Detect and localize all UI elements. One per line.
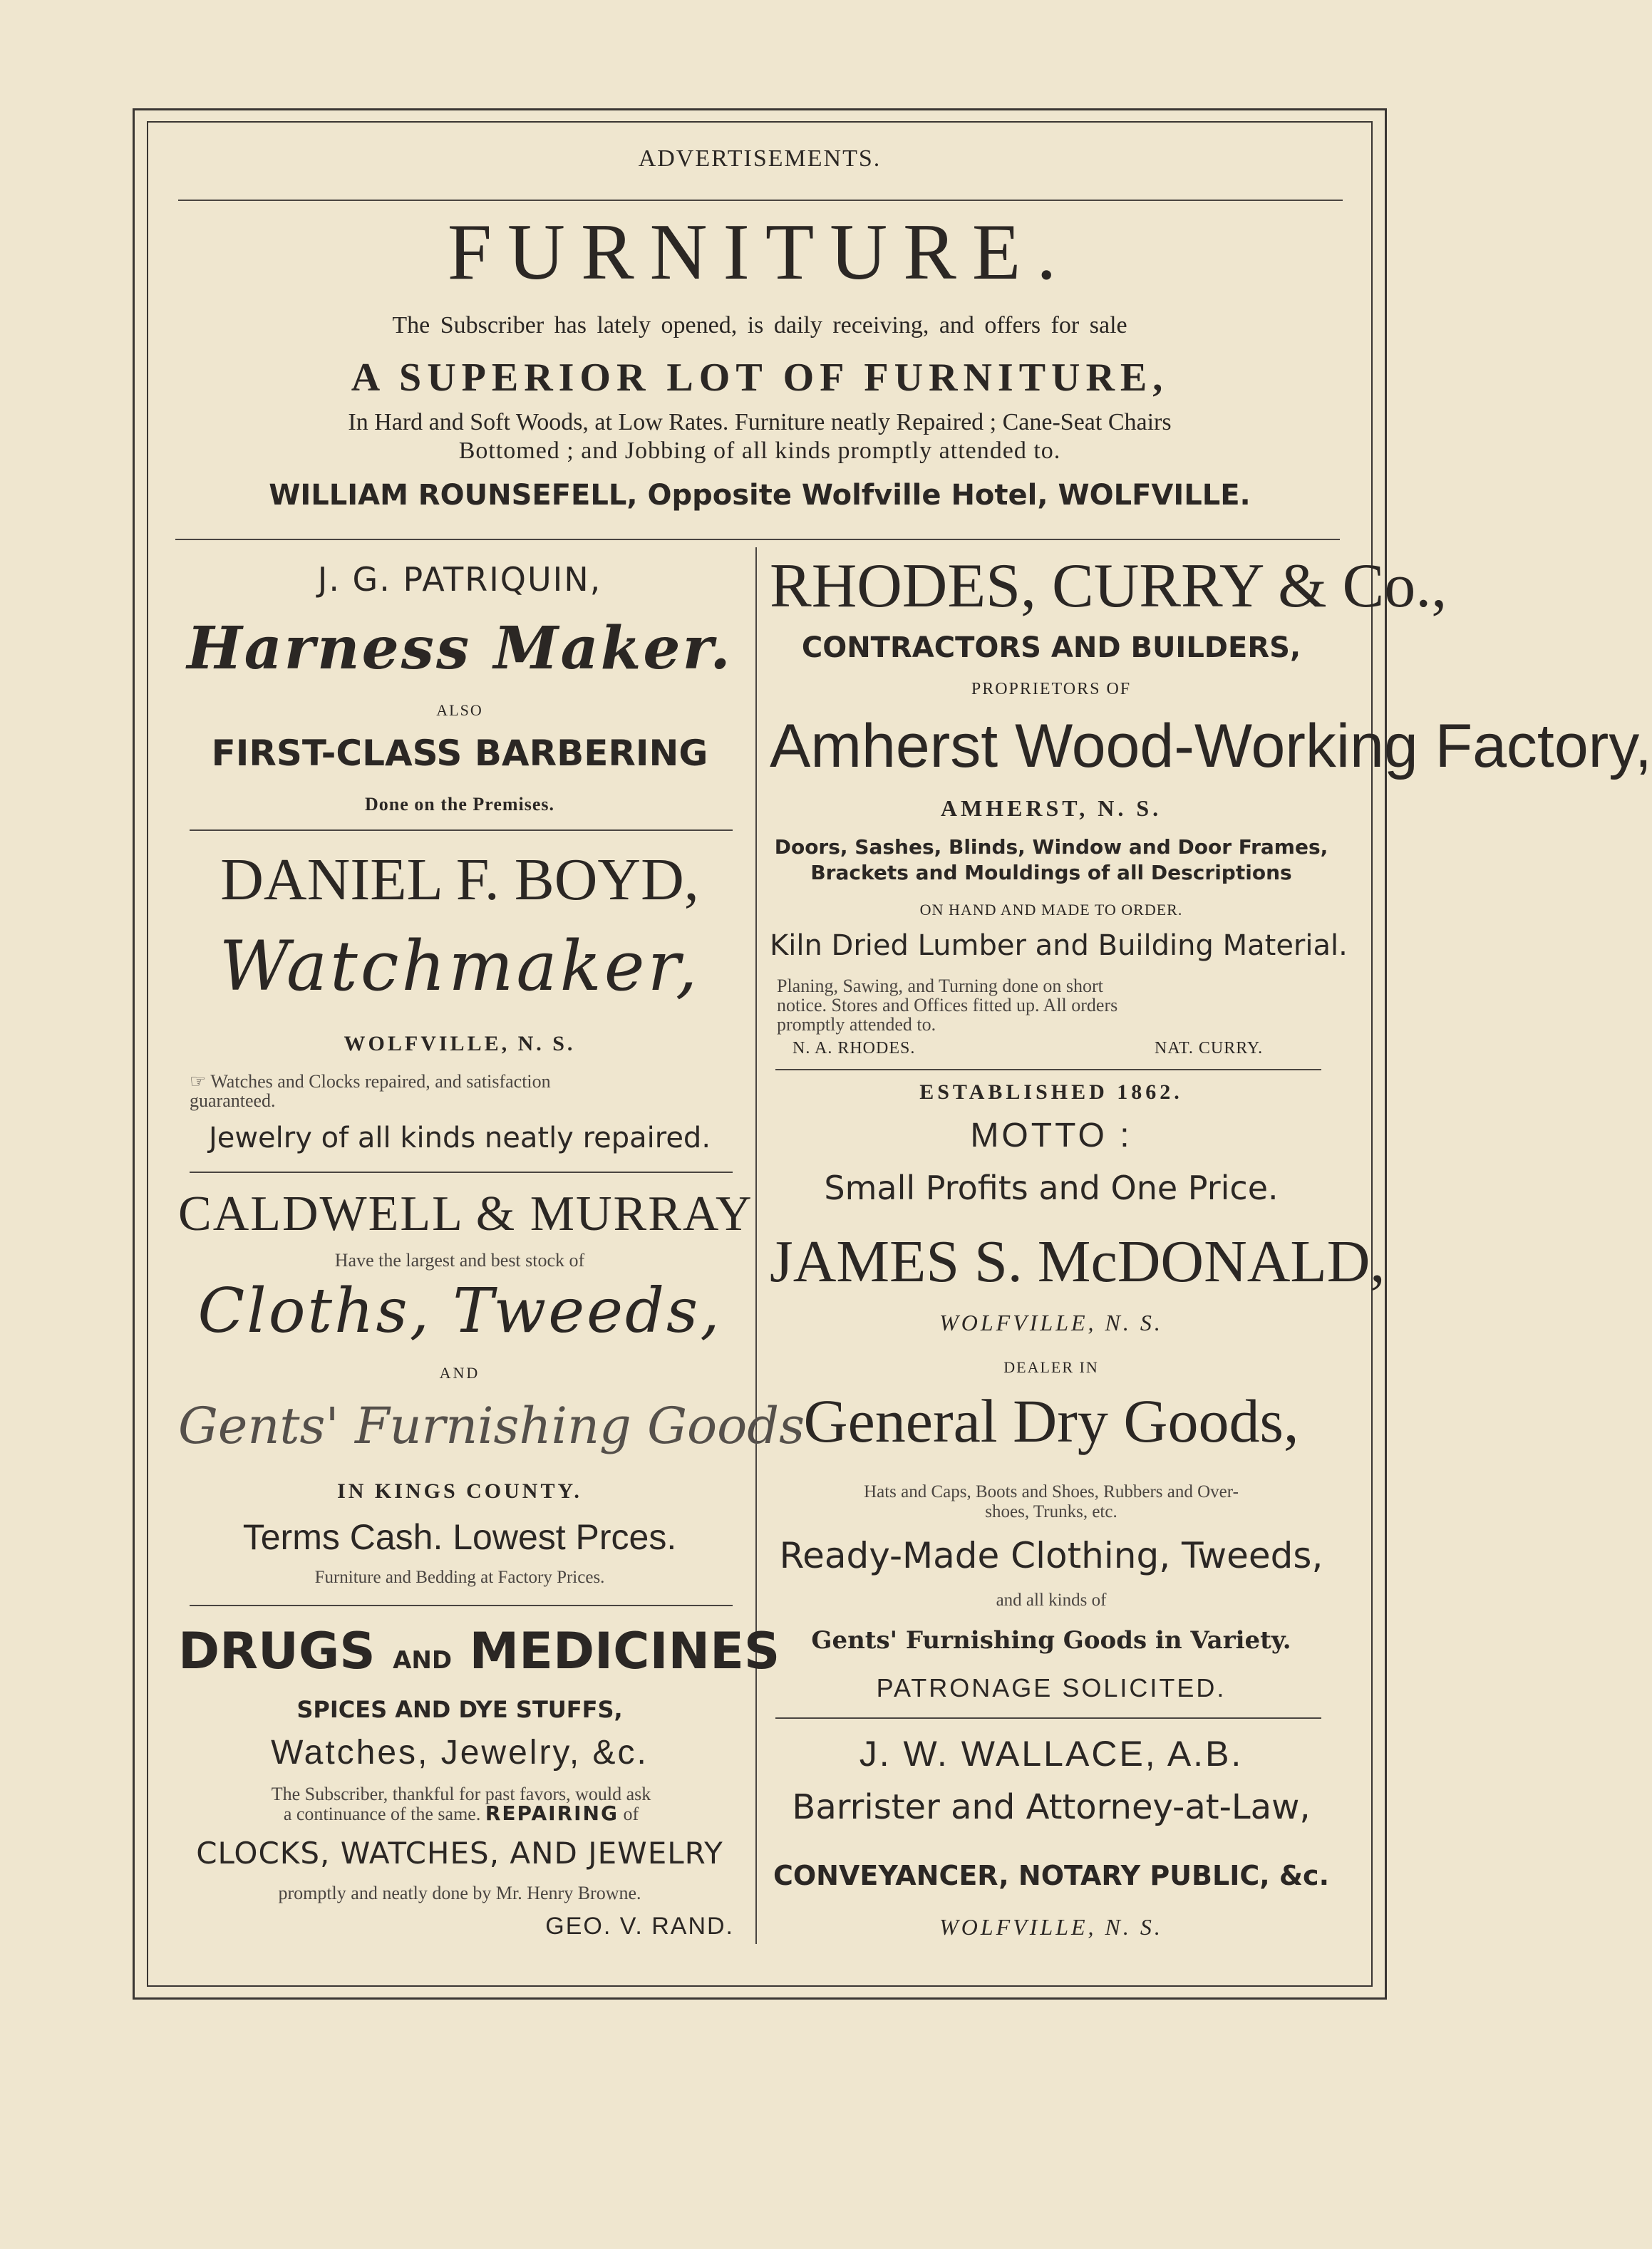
rhodes-products1: Doors, Sashes, Blinds, Window and Door Frames, — [774, 835, 1328, 859]
rand-spices: SPICES AND DYE STUFFS, — [296, 1696, 623, 1723]
mcdonald-name: JAMES S. McDONALD, — [770, 1229, 1385, 1295]
patriquin-divider — [190, 829, 733, 831]
rhodes-para-line1: Planing, Sawing, and Turning done on short — [777, 976, 1103, 996]
rand-of: of — [623, 1804, 639, 1824]
rand-signature: GEO. V. RAND. — [545, 1913, 734, 1940]
pointing-hand-icon: ☞ — [190, 1071, 211, 1092]
rhodes-name: RHODES, CURRY & Co., — [770, 552, 1447, 621]
furniture-divider — [175, 539, 1340, 540]
furniture-intro: The Subscriber has lately opened, is daily receiving, and offers for sale — [392, 312, 1127, 338]
mcdonald-kinds: and all kinds of — [996, 1591, 1107, 1610]
mcdonald-goods: General Dry Goods, — [803, 1387, 1299, 1455]
boyd-note-line2: guaranteed. — [190, 1090, 276, 1111]
wallace-title: Barrister and Attorney-at-Law, — [792, 1787, 1311, 1827]
boyd-jewelry: Jewelry of all kinds neatly repaired. — [208, 1122, 711, 1154]
mcdonald-motto: Small Profits and One Price. — [824, 1169, 1279, 1207]
boyd-divider — [190, 1172, 733, 1173]
rand-title-b: MEDICINES — [469, 1622, 780, 1680]
furniture-line2: In Hard and Soft Woods, at Low Rates. Furniture neatly Repaired ; Cane-Seat Chairs — [348, 409, 1172, 435]
furniture-line3: Bottomed ; and Jobbing of all kinds promptly attended to. — [458, 438, 1061, 464]
column-divider — [755, 547, 757, 1944]
rhodes-order: ON HAND AND MADE TO ORDER. — [919, 901, 1183, 919]
patriquin-also: ALSO — [436, 701, 483, 719]
caldwell-terms: Terms Cash. Lowest Prces. — [242, 1517, 677, 1557]
rhodes-business: CONTRACTORS AND BUILDERS, — [801, 631, 1301, 664]
furniture-signature: WILLIAM ROUNSEFELL, Opposite Wolfville Hotel, WOLFVILLE. — [269, 479, 1251, 512]
mcdonald-items1: Hats and Caps, Boots and Shoes, Rubbers and Over- — [864, 1482, 1239, 1501]
rhodes-divider — [775, 1069, 1321, 1070]
mcdonald-place: WOLFVILLE, N. S. — [939, 1310, 1163, 1335]
rhodes-sig-left: N. A. RHODES. — [793, 1039, 916, 1058]
wallace-place: WOLFVILLE, N. S. — [939, 1914, 1163, 1940]
mcdonald-items2: shoes, Trunks, etc. — [985, 1502, 1117, 1521]
rhodes-factory: Amherst Wood-Working Factory, — [770, 712, 1652, 780]
rhodes-para-line2: notice. Stores and Offices fitted up. All orders — [777, 995, 1118, 1015]
caldwell-goods2: Gents' Furnishing Goods — [178, 1397, 805, 1455]
rand-clocks: CLOCKS, WATCHES, AND JEWELRY — [196, 1836, 723, 1871]
mcdonald-motto-label: MOTTO : — [970, 1117, 1132, 1154]
rand-para-line2: a continuance of the same. — [283, 1804, 481, 1824]
rhodes-proprietors: PROPRIETORS OF — [971, 680, 1132, 698]
mcdonald-clothing: Ready-Made Clothing, Tweeds, — [779, 1535, 1323, 1576]
patriquin-service: FIRST-CLASS BARBERING — [211, 733, 708, 774]
caldwell-furniture: Furniture and Bedding at Factory Prices. — [314, 1568, 605, 1587]
boyd-note-line1: Watches and Clocks repaired, and satisfaction — [210, 1071, 551, 1092]
rand-title-and: AND — [393, 1646, 453, 1675]
caldwell-divider — [190, 1605, 733, 1606]
section-header: ADVERTISEMENTS. — [638, 145, 882, 172]
patriquin-trade: Harness Maker. — [187, 614, 733, 683]
rand-watches: Watches, Jewelry, &c. — [271, 1734, 649, 1772]
mcdonald-established: ESTABLISHED 1862. — [919, 1080, 1183, 1104]
boyd-trade: Watchmaker, — [219, 926, 701, 1006]
rhodes-products2: Brackets and Mouldings of all Descriptions — [810, 861, 1292, 884]
caldwell-name: CALDWELL & MURRAY — [178, 1186, 753, 1241]
rand-title-a: DRUGS — [178, 1622, 376, 1680]
rhodes-place: AMHERST, N. S. — [940, 795, 1162, 821]
rand-para-line1: The Subscriber, thankful for past favors, would ask — [271, 1784, 651, 1804]
rand-promptly: promptly and neatly done by Mr. Henry Browne. — [278, 1883, 641, 1903]
boyd-place: WOLFVILLE, N. S. — [344, 1032, 576, 1055]
mcdonald-patronage: PATRONAGE SOLICITED. — [876, 1673, 1227, 1702]
mcdonald-dealer: DEALER IN — [1003, 1358, 1099, 1376]
rhodes-sig-right: NAT. CURRY. — [1155, 1039, 1264, 1058]
wallace-roles: CONVEYANCER, NOTARY PUBLIC, &c. — [773, 1860, 1330, 1891]
caldwell-county: IN KINGS COUNTY. — [337, 1479, 582, 1503]
mcdonald-gents: Gents' Furnishing Goods in Variety. — [811, 1626, 1291, 1655]
mcdonald-divider — [775, 1717, 1321, 1719]
header-divider — [178, 200, 1343, 201]
furniture-headline: A SUPERIOR LOT OF FURNITURE, — [351, 356, 1169, 400]
caldwell-and: AND — [439, 1364, 480, 1382]
patriquin-note: Done on the Premises. — [364, 794, 555, 815]
patriquin-name: J. G. PATRIQUIN, — [317, 560, 602, 599]
rand-repairing: REPAIRING — [485, 1801, 619, 1825]
wallace-name: J. W. WALLACE, A.B. — [859, 1734, 1244, 1774]
rhodes-para-line3: promptly attended to. — [777, 1014, 936, 1035]
furniture-title: FURNITURE. — [447, 208, 1073, 296]
caldwell-goods1: Cloths, Tweeds, — [197, 1276, 722, 1347]
boyd-name: DANIEL F. BOYD, — [220, 847, 699, 913]
caldwell-stock: Have the largest and best stock of — [334, 1250, 585, 1271]
rhodes-lumber: Kiln Dried Lumber and Building Material. — [770, 929, 1348, 962]
